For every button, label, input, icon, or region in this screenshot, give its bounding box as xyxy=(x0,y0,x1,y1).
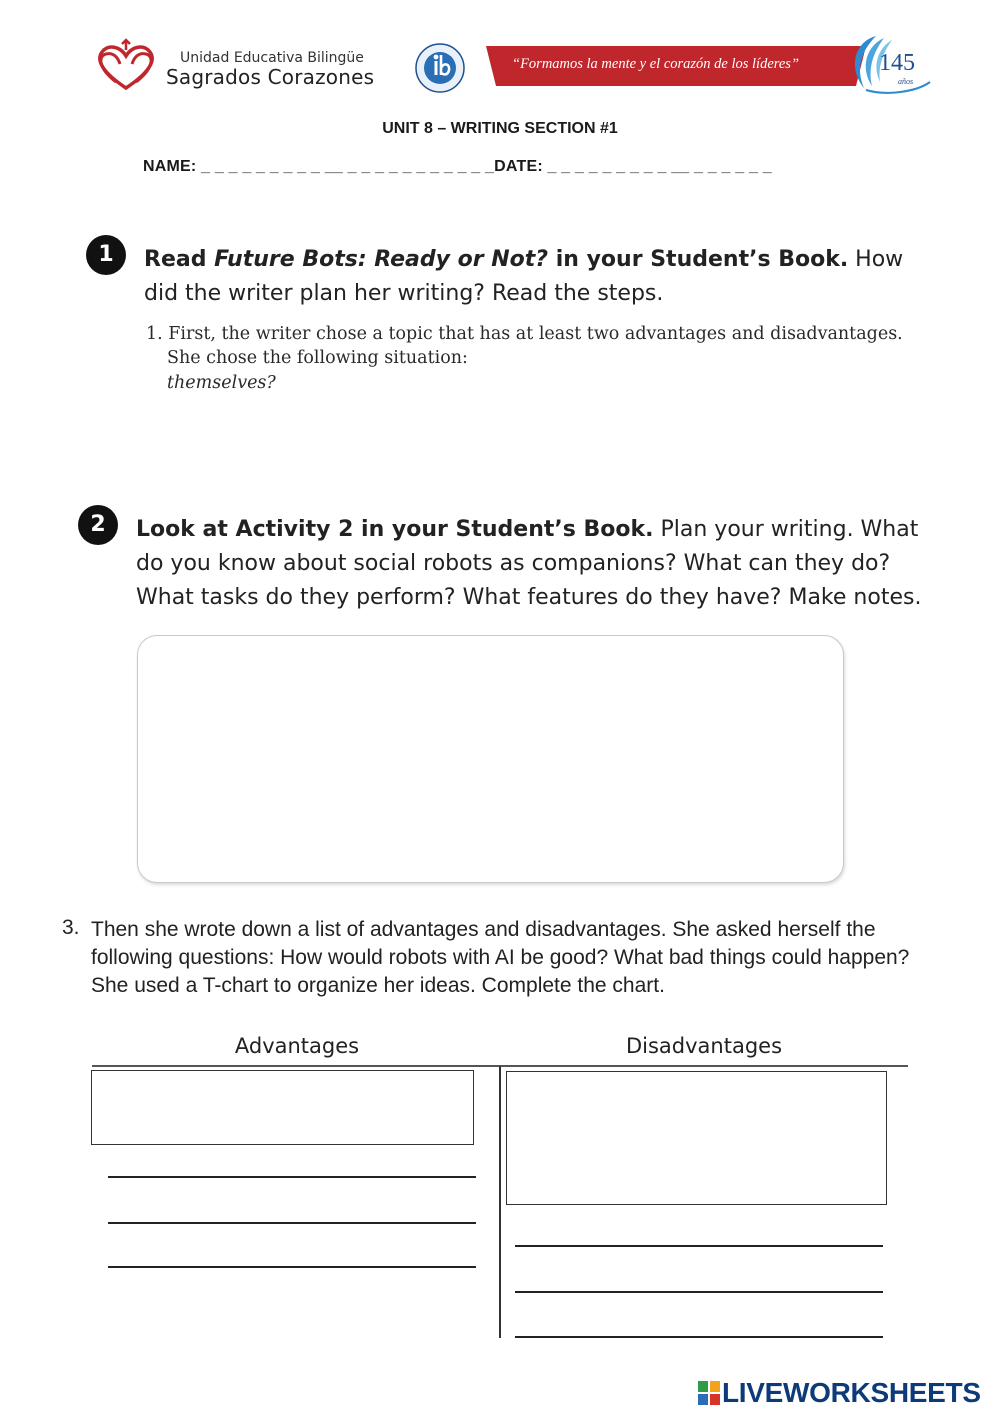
section-2-instruction xyxy=(136,513,926,615)
disadvantages-answer-line-2[interactable] xyxy=(515,1291,883,1293)
section-1-prompt: How did the writer plan her writing? Read the steps. xyxy=(144,247,904,306)
ib-logo xyxy=(410,42,470,94)
advantages-answer-box[interactable] xyxy=(91,1070,474,1145)
school-logo xyxy=(92,38,160,94)
section-1-step-1-situation: themselves? xyxy=(167,373,276,393)
t-chart-vertical-rule xyxy=(499,1066,501,1338)
school-name-line2: Sagrados Corazones xyxy=(166,65,375,89)
section-1-instruction xyxy=(144,243,944,311)
section-1-step-1-continued: She chose the following situation: xyxy=(167,348,468,368)
section-1-number-badge: 1 xyxy=(86,235,126,275)
advantages-answer-line-1[interactable] xyxy=(108,1176,476,1178)
anniversary-label: años xyxy=(898,77,914,86)
disadvantages-answer-box[interactable] xyxy=(506,1071,887,1205)
name-date-line[interactable]: NAME: _ _ _ _ _ _ _ _ _ __ _ _ _ _ _ _ _ _ _ _ _DATE: _ _ _ _ _ _ _ _ _ __ _ _ _ _ _ _ xyxy=(143,158,772,175)
advantages-answer-line-2[interactable] xyxy=(108,1222,476,1224)
motto-text: “Formamos la mente y el corazón de los líderes” xyxy=(512,56,800,72)
section-3-number: 3. xyxy=(62,916,80,939)
school-name-line1: Unidad Educativa Bilingüe xyxy=(180,50,364,66)
section-1-lead-2: in your Student’s Book. xyxy=(548,247,849,272)
section-1-lead: Read xyxy=(144,247,215,272)
disadvantages-answer-line-1[interactable] xyxy=(515,1245,883,1247)
worksheet-title: UNIT 8 – WRITING SECTION #1 xyxy=(382,120,618,137)
anniversary-number: 145 xyxy=(879,50,915,76)
disadvantages-answer-line-3[interactable] xyxy=(515,1336,883,1338)
section-3-instruction: Then she wrote down a list of advantages and disadvantages. She asked herself the following questions: How would robots with AI be good? What bad things could happen? She used a T-chart to organize her ideas. Complete the chart. xyxy=(91,918,910,997)
section-2-prompt: Plan your writing. What do you know about social robots as companions? What can they do? What tasks do they perform? What features do they have? Make notes. xyxy=(136,517,922,610)
advantages-answer-line-3[interactable] xyxy=(108,1266,476,1268)
section-1-book-title: Future Bots: Ready or Not? xyxy=(214,247,549,272)
liveworksheets-logo-icon xyxy=(698,1381,720,1405)
section-2-lead: Look at Activity 2 in your Student’s Book. xyxy=(136,517,654,542)
disadvantages-heading: Disadvantages xyxy=(625,1034,783,1058)
notes-answer-box[interactable] xyxy=(137,635,844,883)
liveworksheets-brand[interactable]: LIVEWORKSHEETS xyxy=(722,1377,981,1408)
advantages-heading: Advantages xyxy=(234,1034,360,1058)
section-2-number-badge: 2 xyxy=(78,505,118,545)
section-1-step-1: 1. First, the writer chose a topic that has at least two advantages and disadvantages. xyxy=(146,324,903,344)
